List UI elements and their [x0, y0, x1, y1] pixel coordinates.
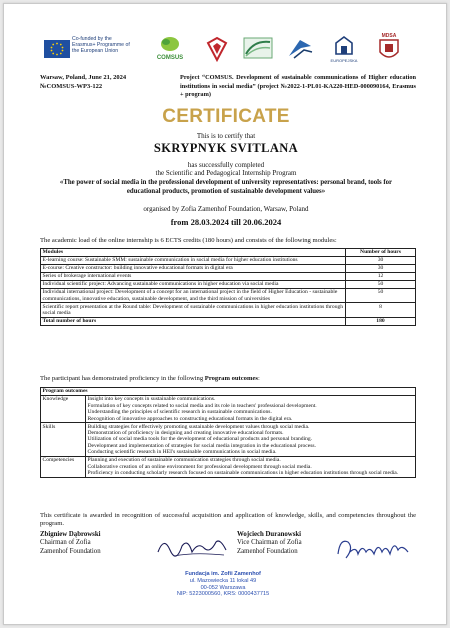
- academic-load-intro: The academic load of the online internship is 6 ECTS credits (180 hours) and consists of the following modules:: [40, 237, 337, 244]
- certificate-number: №COMSUS-WP3-122: [40, 82, 103, 90]
- module-name: E-learning course: Sustainable SMM: sustainable communication in social media for higher education institutions: [41, 257, 346, 265]
- module-hours: 8: [346, 303, 416, 317]
- module-row: [41, 289, 416, 303]
- final-statement: This certificate is awarded in recognition of successful acquisition and application of knowledge, skills, and competencies throughout the program.: [40, 512, 416, 528]
- signatory-right-role2: Zamenhof Foundation: [237, 547, 298, 555]
- module-name: Individual international project: Development of a concept for an international project in the field of Higher Education - sustainable communications, innovative education, sustainable development, and the third mission of universities: [41, 289, 346, 303]
- logo-strip: [4, 24, 447, 68]
- header-place-date-block: [40, 74, 126, 91]
- signatory-right-name: Wojciech Duranowski: [237, 531, 302, 538]
- outcome-item: Planning and execution of sustainable communication strategies through social media.: [87, 457, 281, 464]
- comsus-logo: [152, 34, 188, 62]
- eu-flag-logo: [44, 40, 70, 58]
- module-name: E-course: Creative constructor: building innovative educational formats in digital era: [41, 265, 346, 273]
- outcomes-intro-bold: Program outcomes: [204, 375, 258, 382]
- module-row: [41, 273, 416, 281]
- signatory-right-role1: Vice Chairman of Zofia: [237, 539, 302, 547]
- module-hours: 50: [346, 281, 416, 289]
- module-hours: 50: [346, 289, 416, 303]
- outcomes-header: Program outcomes: [41, 388, 416, 396]
- stamp-line-1: Fundacja im. Zofii Zamenhof: [185, 571, 261, 577]
- stamp-line-2: ul. Mazowiecka 11 lokal 49: [189, 577, 257, 584]
- program-title: «The power of social media in the professional development of university representatives: personal brand, tools for educational products, promotion of sustainable development values»: [59, 179, 393, 195]
- module-row: [41, 265, 416, 273]
- certificate-page: [3, 3, 447, 625]
- program-type: the Scientific and Pedagogical Internship Program: [155, 169, 297, 177]
- recipient-name: SKRYPNYK SVITLANA: [153, 141, 299, 155]
- signatory-left-role2: Zamenhof Foundation: [40, 547, 101, 555]
- outcome-category: Skills: [41, 423, 86, 457]
- handwritten-signature-right: [334, 532, 414, 566]
- europejska-logo-text: EUROPEJSKA: [330, 58, 358, 63]
- outcome-item: Proficiency in conducting scholarly research focused on sustainable communications in higher education institutions through social media.: [87, 469, 399, 476]
- outcome-item: Formulation of key concepts related to social media and its role in teachers' professional development.: [87, 402, 317, 409]
- outcome-category: Knowledge: [41, 396, 86, 423]
- stamp-line-3: 00-052 Warszawa: [200, 584, 246, 591]
- module-name: Individual scientific project: Advancing sustainable communications in higher education via social media: [41, 281, 346, 289]
- eu-funding-label: Co-funded by the Erasmus+ Programme of the European Union: [72, 36, 130, 54]
- certificate-title: CERTIFICATE: [162, 106, 290, 127]
- handwritten-signature-left: [154, 532, 234, 562]
- outcome-category: Competencies: [41, 456, 86, 477]
- university-logo-text: MDSA: [381, 33, 397, 39]
- outcomes-intro-pre: The participant has demonstrated proficiency in the following: [40, 375, 205, 382]
- outcome-row: [41, 396, 416, 423]
- outcome-item: Understanding the principles of scientific research in sustainable communications.: [87, 409, 272, 416]
- module-row: [41, 257, 416, 265]
- outcome-items: [86, 456, 416, 477]
- outcome-items: [86, 396, 416, 423]
- outcome-item: Recognition of innovative approaches to constructing educational formats in the digital era.: [87, 415, 293, 422]
- outcome-row: [41, 423, 416, 457]
- outcome-item: Insight into key concepts in sustainable communications.: [87, 396, 216, 403]
- europejska-logo: [328, 34, 360, 64]
- outcome-items: [86, 423, 416, 457]
- place-date: Warsaw, Poland, June 21, 2024: [40, 74, 127, 81]
- signature-block-left: [40, 531, 160, 556]
- module-hours: 30: [346, 257, 416, 265]
- outcome-row: [41, 456, 416, 477]
- completed-text: has successfully completed: [187, 161, 265, 169]
- outcomes-table: [40, 387, 416, 478]
- university-crest-logo: [204, 36, 230, 62]
- module-hours: 30: [346, 265, 416, 273]
- project-reference: Project “COMSUS. Development of sustainable communications of Higher education institutions in social media” (project №2022-1-PL01-KA220-HED-000090164, Erasmus + program): [180, 74, 416, 98]
- module-name: Series of brokerage international events: [41, 273, 346, 281]
- bird-logo: [286, 34, 314, 62]
- program-dates: from 28.03.2024 till 20.06.2024: [170, 217, 282, 227]
- hours-header: Number of hours: [346, 249, 416, 257]
- module-row: [41, 303, 416, 317]
- outcome-item: Demonstration of proficiency in designing and creating innovative educational formats.: [87, 429, 284, 436]
- outcome-item: Conducting scientific research in HEI's sustainable communications in social media.: [87, 449, 277, 456]
- outcomes-intro-post: :: [257, 375, 260, 382]
- outcome-item: Development and implementation of strategies for social media integration in the educational process.: [87, 442, 316, 449]
- modules-table: [40, 248, 416, 326]
- signatory-left-role1: Chairman of Zofia: [40, 539, 91, 547]
- signatory-left-name: Zbigniew Dąbrowski: [40, 531, 101, 538]
- outcome-item: Building strategies for effectively promoting sustainable development values through social media.: [87, 423, 310, 430]
- outcome-item: Utilization of social media tools for the development of educational products and personal branding.: [87, 436, 313, 443]
- institution-green-logo: [242, 36, 274, 60]
- total-hours: 180: [346, 317, 416, 325]
- foundation-stamp: [158, 571, 288, 598]
- module-hours: 12: [346, 273, 416, 281]
- stamp-line-4: NIP: 5223000560, KRS: 0000437715: [176, 591, 270, 598]
- modules-header: Modules: [41, 249, 346, 257]
- comsus-logo-text: COMSUS: [156, 55, 184, 61]
- total-label: Total number of hours: [41, 317, 346, 325]
- outcomes-intro: [40, 375, 416, 383]
- outcome-item: Collaborative creation of an online environment for professional development through social media.: [87, 463, 312, 470]
- university-shield-logo: [376, 30, 402, 64]
- module-name: Scientific report presentation at the Round table: Development of sustainable communications in higher education institutions through social media: [41, 303, 346, 317]
- certify-text: This is to certify that: [196, 132, 256, 140]
- module-row: [41, 281, 416, 289]
- organiser-text: organised by Zofia Zamenhof Foundation, Warsaw, Poland: [143, 205, 309, 213]
- total-row: [41, 317, 416, 325]
